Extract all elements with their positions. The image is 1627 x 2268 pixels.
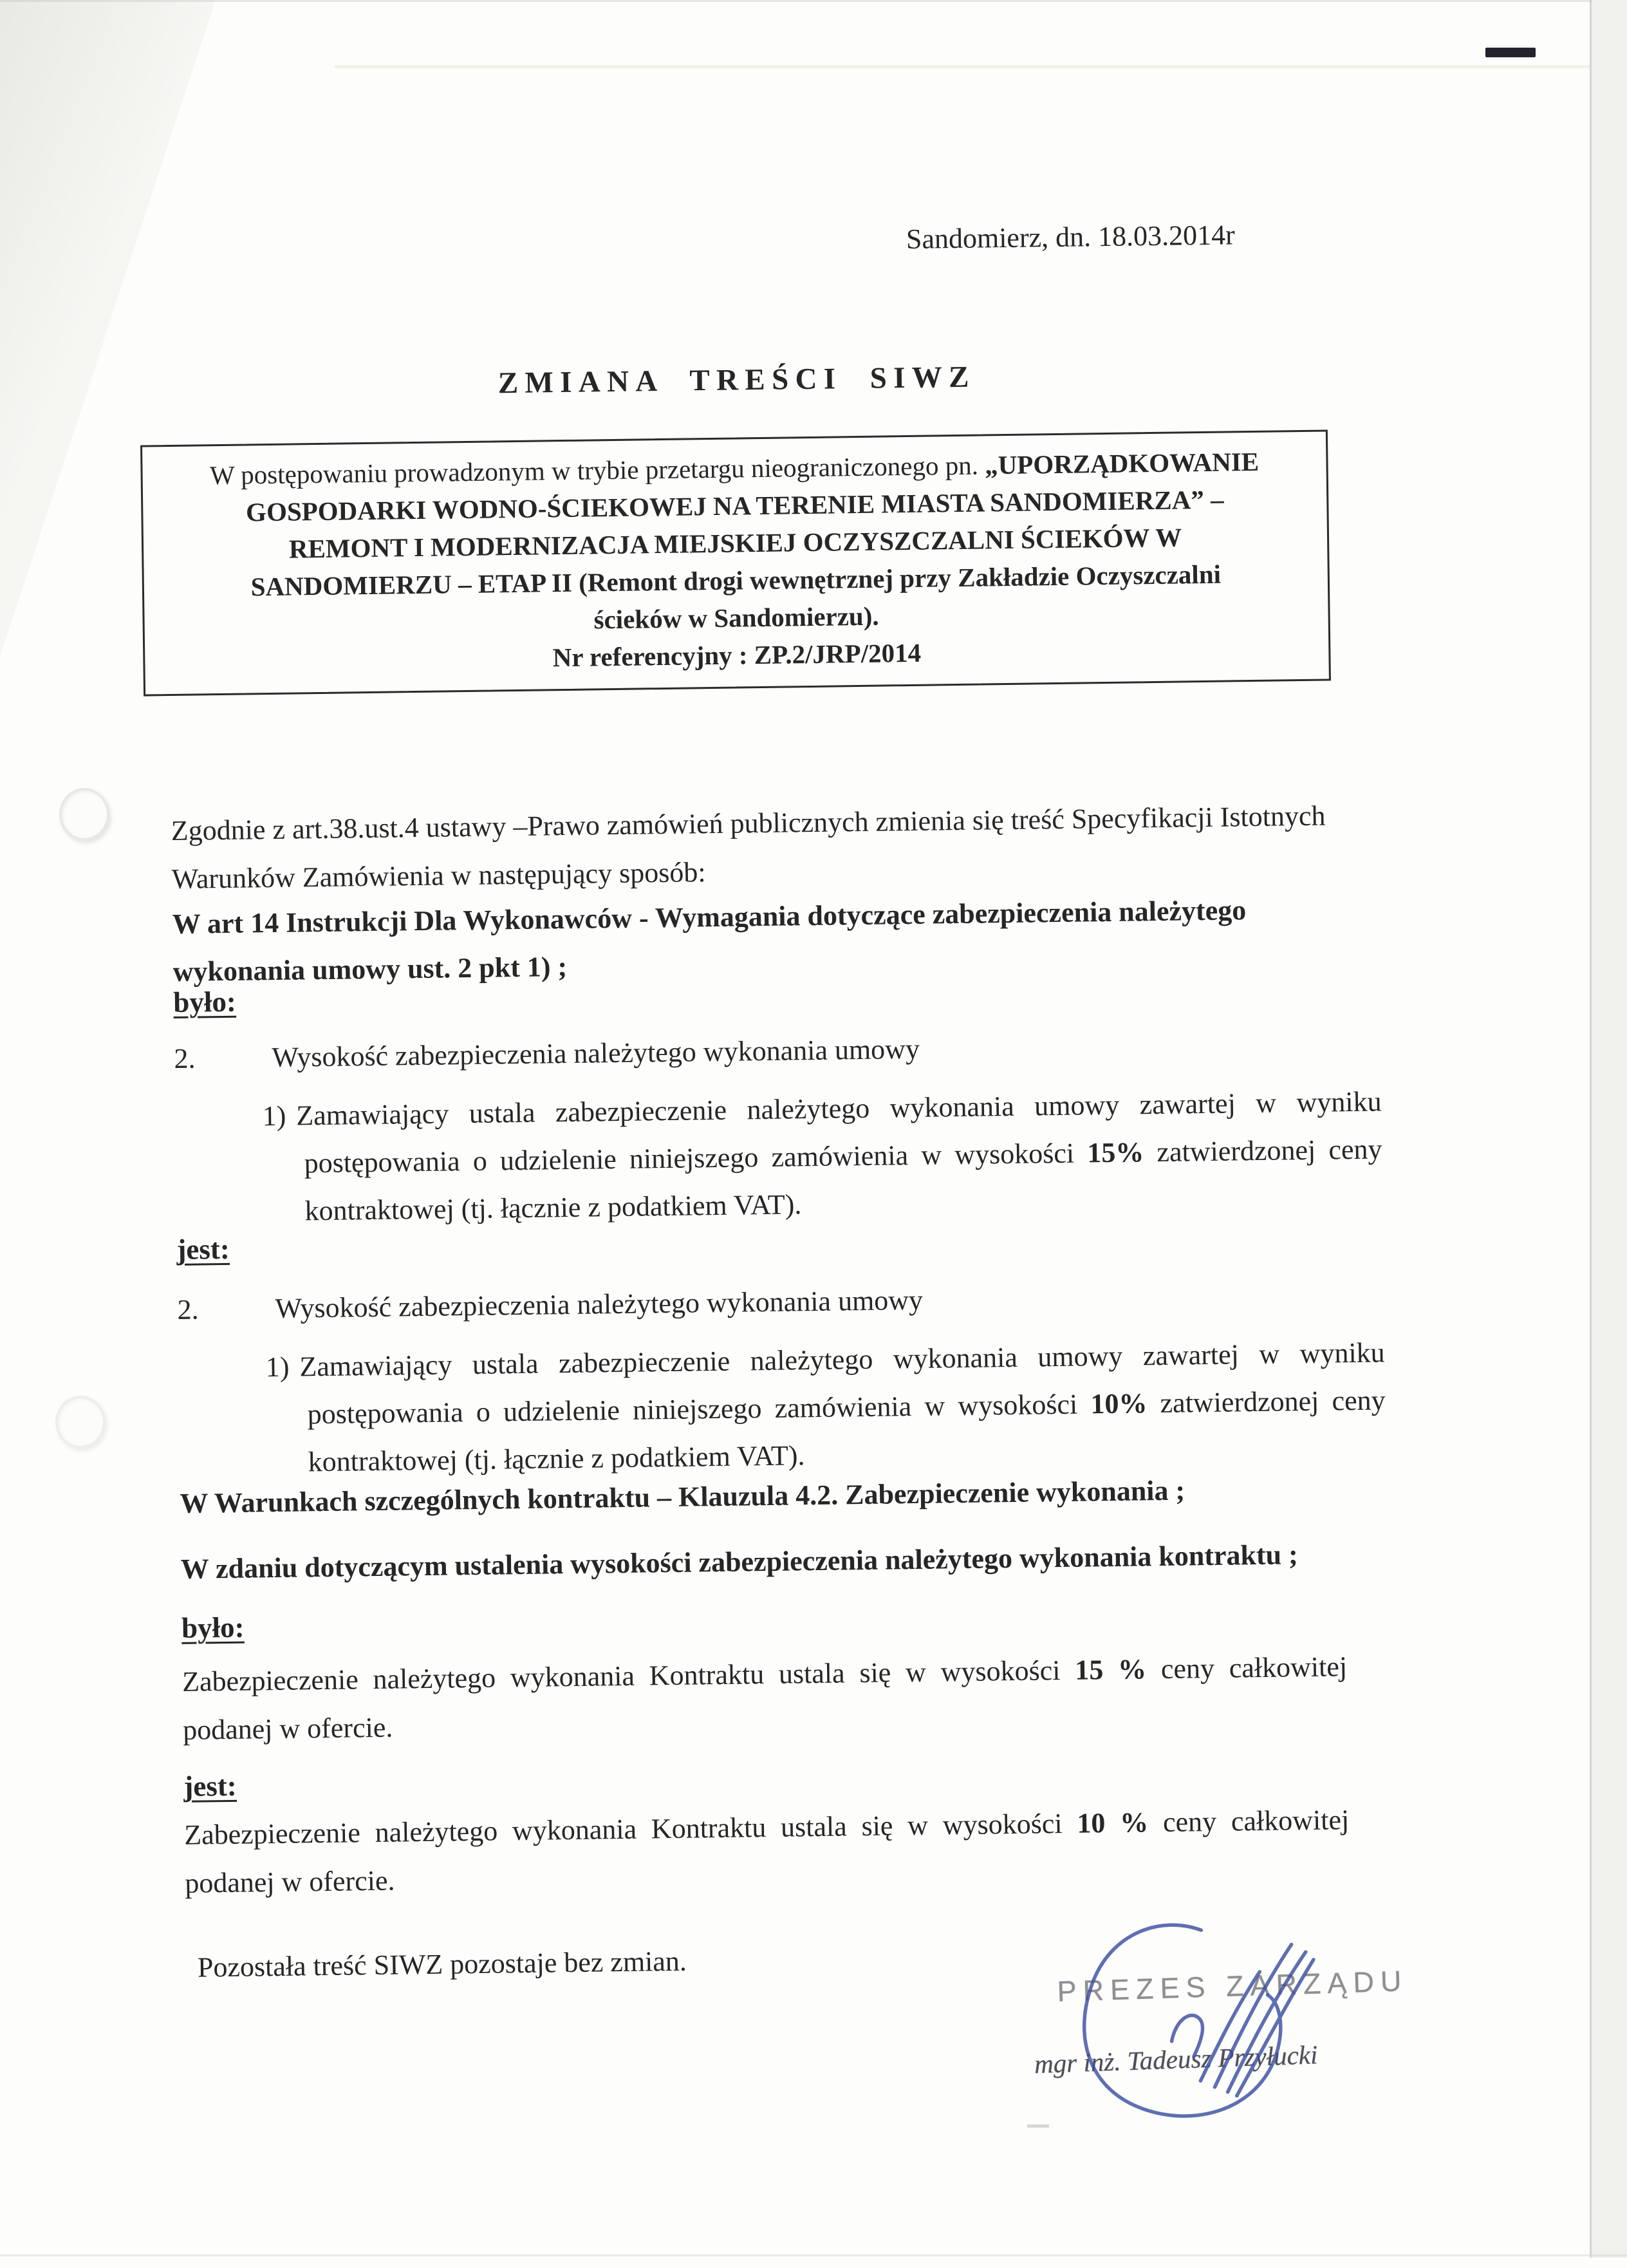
project-name-line: „UPORZĄDKOWANIE xyxy=(984,446,1260,480)
was-label: było: xyxy=(181,1611,245,1644)
clause-text: ceny całkowitej podanej w ofercie. xyxy=(182,1651,1348,1746)
list-item xyxy=(174,1028,1269,1075)
change2-is-text xyxy=(184,1795,1350,1907)
item-title: Wysokość zabezpieczenia należytego wykonania umowy xyxy=(272,1033,920,1074)
is-label: jest: xyxy=(183,1769,237,1803)
reference-number: Nr referencyjny : ZP.2/JRP/2014 xyxy=(552,637,922,673)
subitem-text: Zamawiający ustala zabezpieczenie należytego wykonania umowy zawartej w wyniku postępowania o udzielenie niniejszego zamówienia w wysokości xyxy=(295,1085,1382,1179)
project-name-line: GOSPODARKI WODNO-ŚCIEKOWEJ NA TERENIE MIASTA SANDOMIERZA” – xyxy=(245,484,1224,527)
project-name-line: SANDOMIERZU – ETAP II (Remont drogi wewnętrznej przy Zakładzie Oczyszczalni xyxy=(250,559,1222,602)
list-subitem xyxy=(262,1078,1383,1235)
subitem-text: zatwierdzonej ceny kontraktowej (tj. łącznie z podatkiem VAT). xyxy=(304,1133,1382,1227)
notice-intro: W postępowaniu prowadzonym w trybie przetargu nieograniczonego pn. xyxy=(209,450,985,491)
change2-heading-clause: W Warunkach szczególnych kontraktu – Klauzula 4.2. Zabezpieczenie wykonania ; xyxy=(180,1474,1185,1519)
is-label: jest: xyxy=(176,1232,230,1266)
list-subitem xyxy=(265,1329,1386,1486)
legal-basis-paragraph: Zgodnie z art.38.ust.4 ustawy –Prawo zamówień publicznych zmienia się treść Specyfikacji Istotnych Warunków Zamówienia w następujący sposób: xyxy=(171,800,1326,895)
percent-value-new: 10 % xyxy=(1077,1806,1149,1839)
list-item xyxy=(177,1279,1272,1326)
clause-text: Zabezpieczenie należytego wykonania Kontraktu ustala się w wysokości xyxy=(181,1654,1075,1698)
procedure-notice-box xyxy=(140,429,1331,696)
was-label: było: xyxy=(173,985,237,1019)
stamp-title: PREZES ZARZĄDU xyxy=(1056,1964,1409,2008)
item-title: Wysokość zabezpieczenia należytego wykonania umowy xyxy=(275,1284,924,1324)
project-name-line: REMONT I MODERNIZACJA MIEJSKIEJ OCZYSZCZALNI ŚCIEKÓW W xyxy=(288,522,1182,564)
project-name-line: ścieków w Sandomierzu). xyxy=(593,601,879,635)
change2-heading-sentence: W zdaniu dotyczącym ustalenia wysokości zabezpieczenia należytego wykonania kontraktu ; xyxy=(180,1539,1299,1585)
subitem-text: Zamawiający ustala zabezpieczenie należytego wykonania umowy zawartej w wyniku postępowania o udzielenie niniejszego zamówienia w wysokości xyxy=(299,1336,1385,1430)
page-title: ZMIANA TREŚCI SIWZ xyxy=(497,360,976,400)
subitem-number: 1) xyxy=(262,1100,286,1132)
percent-value-new: 10% xyxy=(1090,1387,1148,1420)
change1-heading: W art 14 Instrukcji Dla Wykonawców - Wymagania dotyczące zabezpieczenia należytego wykonania umowy ust. 2 pkt 1) ; xyxy=(172,894,1247,988)
item-number: 2. xyxy=(177,1293,199,1326)
percent-value-old: 15% xyxy=(1086,1136,1144,1169)
closing-statement: Pozostała treść SIWZ pozostaje bez zmian. xyxy=(197,1945,687,1983)
signature-scribble xyxy=(1008,1904,1359,2133)
subitem-number: 1) xyxy=(265,1351,290,1383)
stamp-signer-name: mgr inż. Tadeusz Przyłucki xyxy=(1034,2039,1319,2079)
item-number: 2. xyxy=(174,1042,196,1074)
date-line: Sandomierz, dn. 18.03.2014r xyxy=(906,219,1236,255)
clause-text: ceny całkowitej podanej w ofercie. xyxy=(184,1804,1350,1899)
clause-text: Zabezpieczenie należytego wykonania Kontraktu ustala się w wysokości xyxy=(183,1807,1077,1851)
subitem-text: zatwierdzonej ceny kontraktowej (tj. łącznie z podatkiem VAT). xyxy=(308,1384,1386,1478)
change2-was-text xyxy=(182,1642,1348,1754)
percent-value-old: 15 % xyxy=(1074,1653,1147,1686)
